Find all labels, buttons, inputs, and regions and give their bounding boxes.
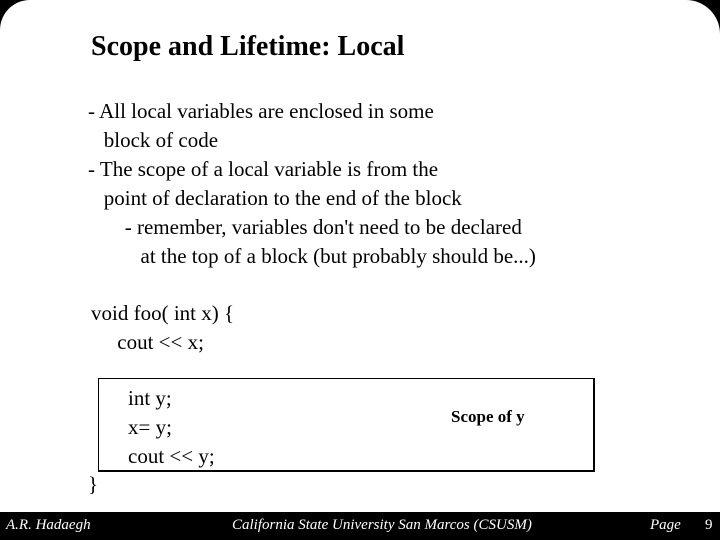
bullet-line: - The scope of a local variable is from the: [88, 157, 439, 181]
bullet-line: - remember, variables don't need to be declared: [88, 215, 522, 239]
code-line: x= y;: [128, 415, 172, 439]
footer-page-label: Page: [650, 517, 681, 533]
footer-bar: [0, 512, 720, 540]
bullet-line: at the top of a block (but probably should be...): [88, 244, 536, 268]
bullet-line: point of declaration to the end of the block: [88, 186, 462, 210]
bullet-line: block of code: [88, 128, 219, 152]
code-block: [91, 299, 234, 357]
code-line: int y;: [128, 386, 172, 410]
code-line: void foo( int x) {: [91, 301, 235, 325]
closing-brace: }: [88, 472, 99, 496]
footer-institution: California State University San Marcos (CSUSM): [232, 517, 532, 533]
bullet-list: [88, 97, 536, 271]
scope-code-block: [128, 384, 215, 471]
bullet-line: - All local variables are enclosed in some: [88, 99, 434, 123]
slide-title: Scope and Lifetime: Local: [91, 31, 405, 62]
code-line: cout << x;: [91, 330, 204, 354]
footer-author: A.R. Hadaegh: [6, 517, 91, 533]
code-line: cout << y;: [128, 444, 215, 468]
footer-page-number: 9: [705, 517, 713, 533]
scope-label: Scope of y: [451, 407, 525, 426]
